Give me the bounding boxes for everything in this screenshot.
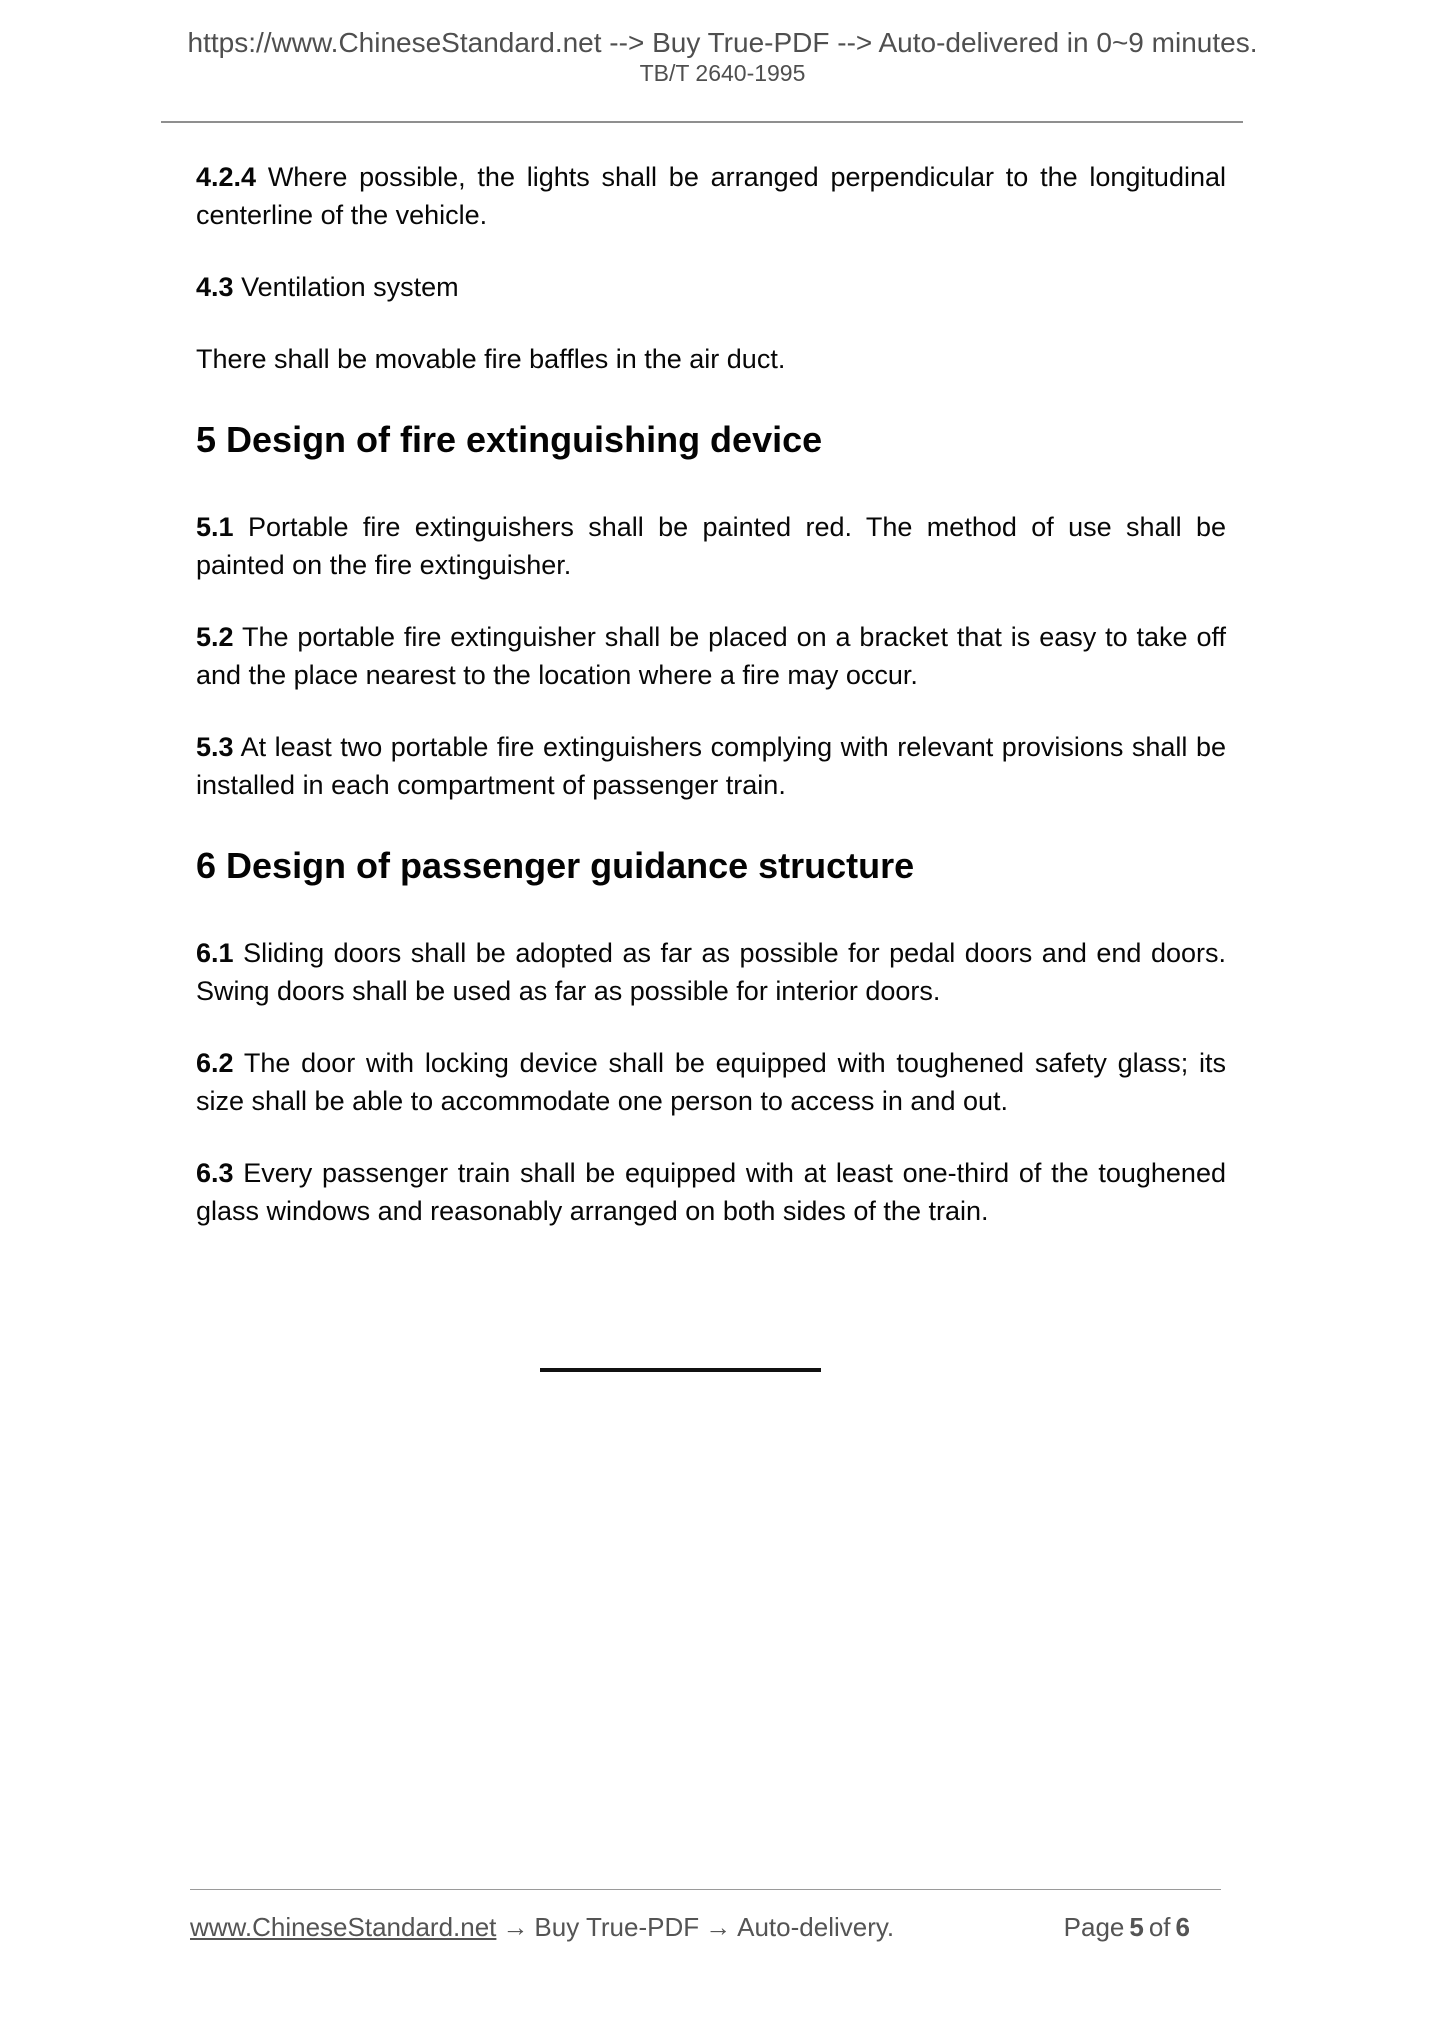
document-body (196, 158, 1226, 1372)
clause-5-3 (196, 728, 1226, 804)
paragraph-ventilation (196, 340, 1226, 378)
end-of-text-divider (540, 1368, 821, 1372)
clause-text: There shall be movable fire baffles in the air duct. (196, 344, 786, 374)
clause-5-2 (196, 618, 1226, 694)
clause-text: Every passenger train shall be equipped with at least one-third of the toughened glass windows and reasonably arranged on both sides of the train. (196, 1158, 1226, 1226)
section-heading-6: 6 Design of passenger guidance structure (196, 845, 915, 886)
section-heading-5: 5 Design of fire extinguishing device (196, 419, 823, 460)
footer-action-delivery: Auto-delivery. (737, 1912, 895, 1942)
page-footer (190, 1889, 1221, 1943)
clause-5-1 (196, 508, 1226, 584)
clause-6-3 (196, 1154, 1226, 1230)
footer-action-buy: Buy True-PDF (534, 1912, 700, 1942)
clause-number: 6.3 (196, 1158, 234, 1188)
header-divider (161, 121, 1243, 123)
page-indicator (1064, 1912, 1195, 1943)
arrow-icon: → (502, 1912, 529, 1942)
clause-6-1 (196, 934, 1226, 1010)
clause-text: Portable fire extinguishers shall be painted red. The method of use shall be painted on the fire extinguisher. (196, 512, 1226, 580)
clause-number: 6.2 (196, 1048, 234, 1078)
clause-text: The portable fire extinguisher shall be placed on a bracket that is easy to take off and the place nearest to the location where a fire may occur. (196, 622, 1227, 690)
clause-number: 4.2.4 (196, 162, 257, 192)
arrow-icon: → (705, 1912, 732, 1942)
page-header (0, 0, 1445, 87)
footer-tagline (190, 1912, 894, 1943)
clause-text: Where possible, the lights shall be arranged perpendicular to the longitudinal centerline of the vehicle. (196, 162, 1226, 230)
clause-text: Ventilation system (241, 272, 459, 302)
clause-number: 4.3 (196, 272, 234, 302)
of-word: of (1148, 1912, 1171, 1942)
clause-number: 5.3 (196, 732, 234, 762)
clause-4-2-4 (196, 158, 1226, 234)
clause-number: 5.2 (196, 622, 234, 652)
clause-6-2 (196, 1044, 1226, 1120)
header-tagline: https://www.ChineseStandard.net --> Buy True-PDF --> Auto-delivered in 0~9 minutes. (187, 27, 1258, 58)
total-page-number: 6 (1175, 1912, 1190, 1942)
clause-text: At least two portable fire extinguishers complying with relevant provisions shall be installed in each compartment of passenger train. (196, 732, 1227, 800)
clause-text: Sliding doors shall be adopted as far as possible for pedal doors and end doors. Swing doors shall be used as far as possible for interior doors. (196, 938, 1226, 1006)
clause-number: 5.1 (196, 512, 234, 542)
clause-text: The door with locking device shall be equipped with toughened safety glass; its size shall be able to accommodate one person to access in and out. (196, 1048, 1226, 1116)
clause-4-3 (196, 268, 1226, 306)
current-page-number: 5 (1129, 1912, 1144, 1942)
page-word: Page (1063, 1912, 1125, 1942)
clause-number: 6.1 (196, 938, 234, 968)
standard-code: TB/T 2640-1995 (639, 59, 806, 86)
footer-site-link[interactable]: www.ChineseStandard.net (190, 1912, 497, 1942)
